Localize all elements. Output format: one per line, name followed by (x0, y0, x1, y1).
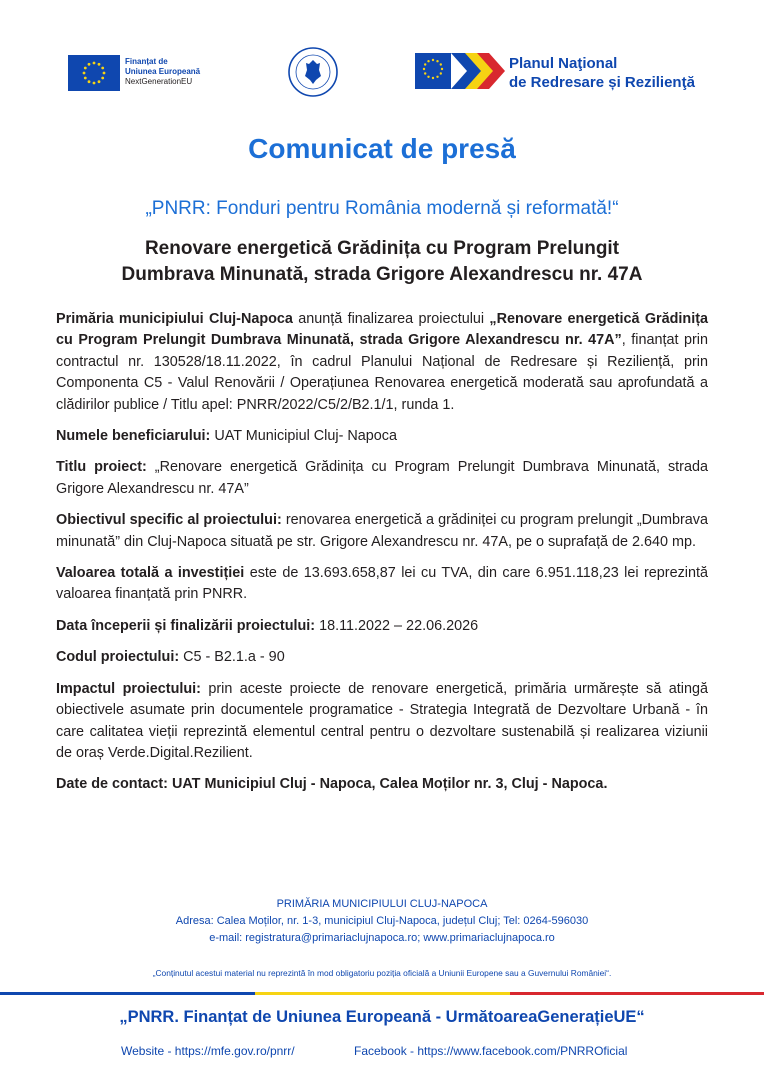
divider-yellow (255, 992, 510, 995)
page-title: Comunicat de presă (248, 133, 516, 164)
project-title-paragraph (56, 457, 708, 500)
heading-line2: Dumbrava Minunată, strada Grigore Alexandrescu nr. 47A (121, 264, 643, 285)
footer-address: Adresa: Calea Moților, nr. 1-3, municipiul Cluj-Napoca, județul Cluj; Tel: 0264-596030 (175, 915, 589, 927)
value-label: Valoarea totală a investiției (56, 565, 245, 582)
divider-blue (0, 992, 255, 995)
pnrr-label (509, 54, 695, 92)
pnrr-line1: Planul Naţional (509, 55, 618, 72)
footer-email: e-mail: registratura@primariaclujnapoca.ro; www.primariaclujnapoca.ro (209, 932, 555, 944)
page-subtitle: „PNRR: Fonduri pentru România modernă și reformată!“ (145, 198, 619, 219)
eu-line1: Finanțat de (125, 57, 168, 66)
objective-paragraph (56, 510, 708, 553)
code-label: Codul proiectului: (56, 649, 180, 666)
beneficiary-value: UAT Municipiul Cluj- Napoca (210, 428, 397, 445)
project-title-label: Titlu proiect: (56, 459, 147, 476)
code-value: C5 - B2.1.a - 90 (179, 649, 285, 666)
website-link[interactable]: Website - https://mfe.gov.ro/pnrr/ (121, 1044, 295, 1058)
eu-line2: Uniunea Europeană (125, 67, 201, 76)
impact-label: Impactul proiectului: (56, 680, 201, 697)
beneficiary-label: Numele beneficiarului: (56, 428, 211, 445)
footer-org: PRIMĂRIA MUNICIPIULUI CLUJ-NAPOCA (276, 898, 488, 910)
footer-slogan: „PNRR. Finanțat de Uniunea Europeană - UrmătoareaGenerațieUE“ (119, 1008, 645, 1026)
divider-red (510, 992, 764, 995)
eu-stars-icon (68, 55, 120, 91)
intro-bold-1: Primăria municipiului Cluj-Napoca (56, 311, 293, 327)
intro-paragraph (56, 309, 708, 416)
press-release-body (56, 309, 708, 806)
tricolor-divider (0, 992, 764, 995)
government-seal-logo (287, 46, 339, 98)
intro-text-2: , finanțat prin contractul nr. 130528/18.11.2022, în cadrul Planului Național de Redresare și Reziliență, prin Componenta C5 - Valul Renovării / Operațiunea Renovarea energetică moderată sau aprofundată a clădirilor publice / Titlu apel: PNRR/2022/C5/2/B2.1/1, runda 1. (56, 332, 708, 413)
dates-value: 18.11.2022 – 22.06.2026 (315, 617, 479, 634)
facebook-link[interactable]: Facebook - https://www.facebook.com/PNRROficial (354, 1044, 628, 1058)
contact-text: Date de contact: UAT Municipiul Cluj - Napoca, Calea Moților nr. 3, Cluj - Napoca. (56, 776, 608, 793)
contact-paragraph (56, 774, 708, 795)
objective-value: renovarea energetică a grădiniței cu program prelungit „Dumbrava minunată” din Cluj-Napoca situată pe str. Grigore Alexandrescu nr. 47A, pe o suprafață de 2.640 mp. (56, 512, 708, 550)
objective-label: Obiectivul specific al proiectului: (56, 512, 282, 529)
project-title-value: „Renovare energetică Grădinița cu Program Prelungit Dumbrava Minunată, strada Grigore Alexandrescu nr. 47A” (56, 459, 708, 497)
footer-disclaimer: „Conținutul acestui material nu reprezintă în mod obligatoriu poziția oficială a Uniunii Europene sau a Guvernului României“. (152, 968, 612, 978)
value-paragraph (56, 563, 708, 606)
intro-text-1: anunță finalizarea proiectului (292, 311, 490, 327)
romania-coat-of-arms-icon (287, 46, 339, 98)
value-value: este de 13.693.658,87 lei cu TVA, din care 6.951.118,23 lei reprezintă valoarea finanțată prin PNRR. (56, 565, 709, 603)
eu-line3: NextGenerationEU (125, 77, 193, 86)
eu-flag-logo (68, 55, 120, 91)
dates-paragraph (56, 616, 708, 637)
pnrr-line2: de Redresare și Rezilienţă (509, 74, 695, 91)
code-paragraph (56, 647, 708, 668)
project-heading (60, 236, 704, 288)
dates-label: Data începerii și finalizării proiectului: (56, 617, 316, 634)
impact-paragraph (56, 679, 708, 765)
intro-bold-2: „Renovare energetică Grădinița cu Program Prelungit Dumbrava Minunată, strada Grigore Alexandrescu nr. 47A” (56, 311, 708, 349)
pnrr-logo (415, 47, 507, 95)
pnrr-arrow-icon (415, 47, 507, 95)
impact-value: prin aceste proiecte de renovare energetică, primăria urmărește să atingă obiectivele asumate prin documentele programatice - Strategia Integrată de Dezvoltare Urbană - în care calitatea vieții reprezintă elementul central pentru o dezvoltare sustenabilă și realizarea viziunii de oraș Verde.Digital.Rezilient. (56, 680, 708, 761)
eu-funding-label (125, 57, 200, 87)
beneficiary-paragraph (56, 426, 708, 447)
heading-line1: Renovare energetică Grădinița cu Program Prelungit (144, 238, 620, 259)
